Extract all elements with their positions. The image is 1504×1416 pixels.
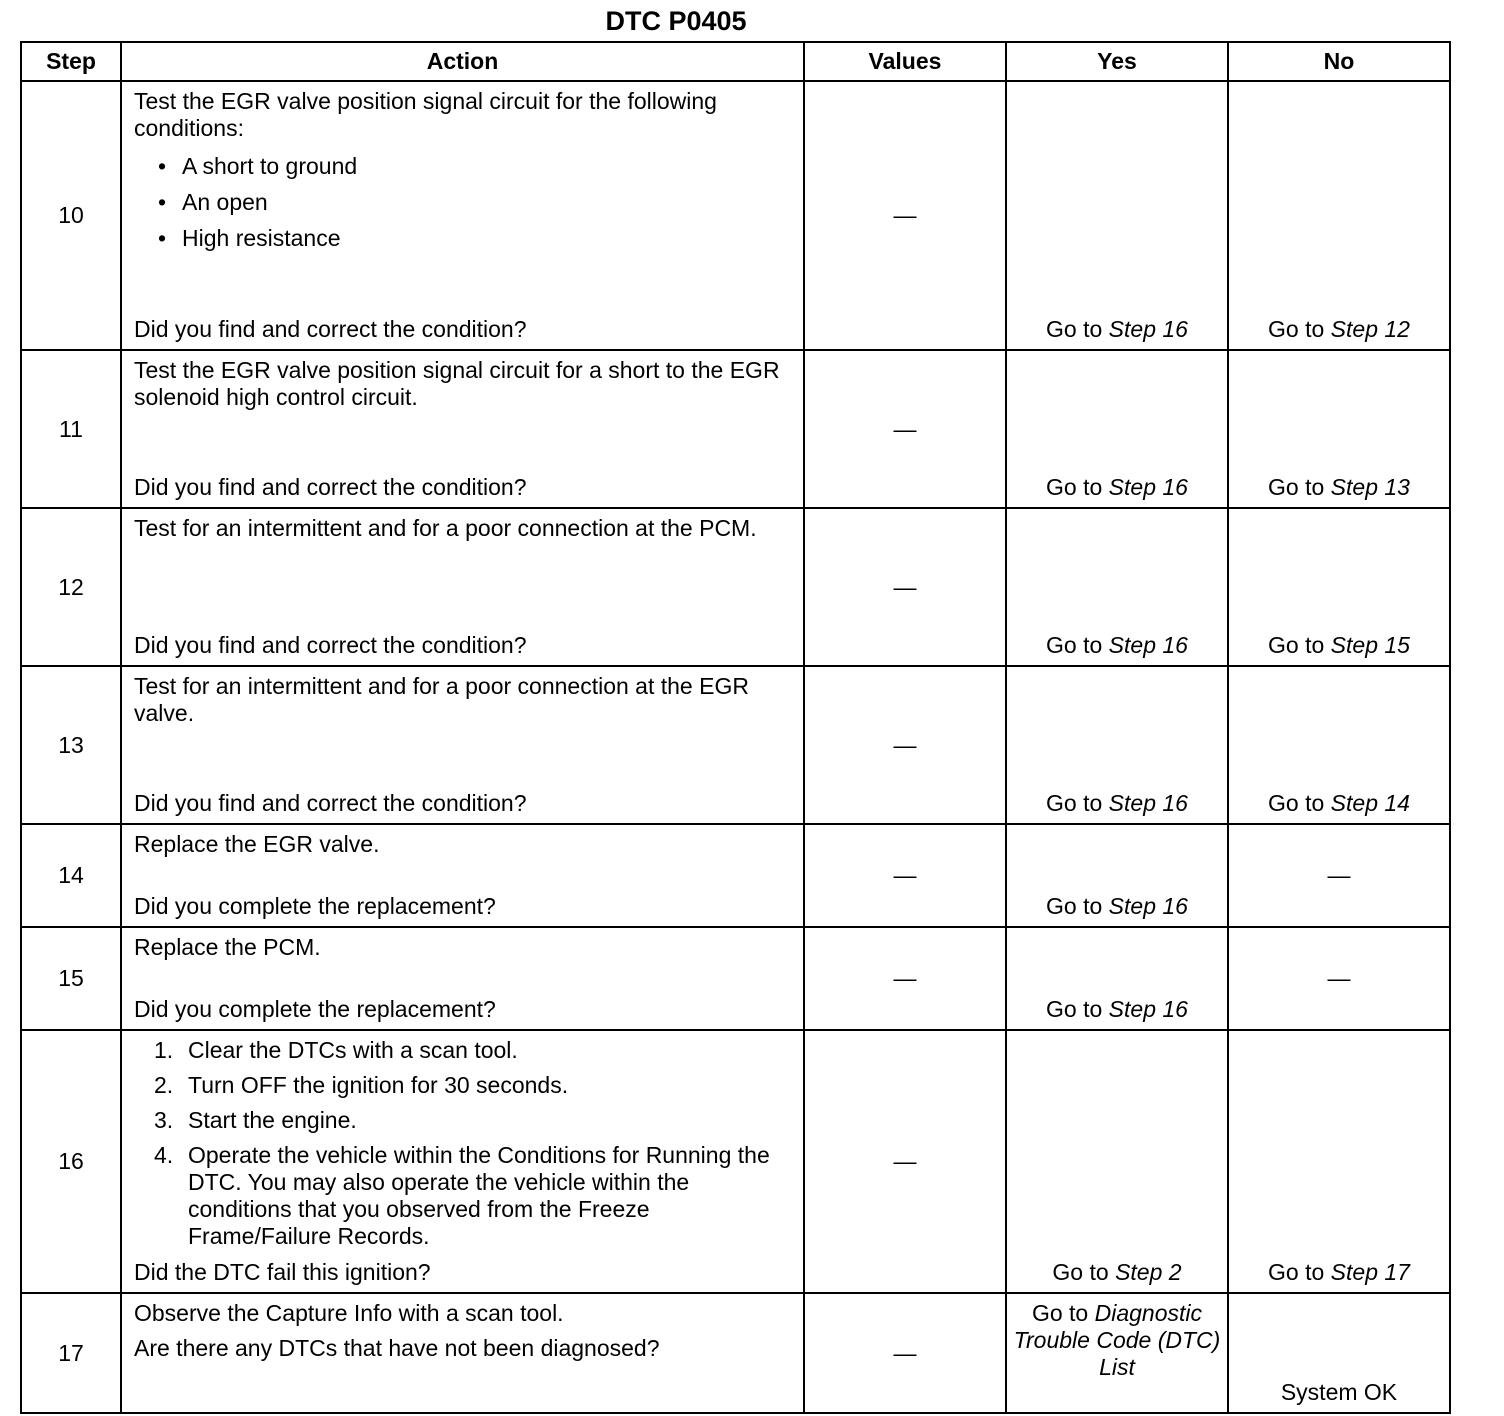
- no-target: Step 15: [1330, 632, 1410, 658]
- yes-prefix: Go to: [1046, 790, 1103, 816]
- action-text: Test the EGR valve position signal circuit for a short to the EGR solenoid high control circuit.: [134, 357, 780, 410]
- values-cell: —: [804, 927, 1006, 1030]
- diagnostic-table: [20, 41, 1451, 1414]
- table-row: [21, 824, 1450, 927]
- no-cell: —: [1228, 927, 1450, 1030]
- yes-prefix: Go to: [1052, 1259, 1109, 1285]
- yes-prefix: Go to: [1046, 632, 1103, 658]
- yes-target: Step 16: [1108, 632, 1188, 658]
- action-cell: [121, 508, 804, 666]
- list-text: Turn OFF the ignition for 30 seconds.: [188, 1072, 569, 1098]
- action-cell: [121, 824, 804, 927]
- yes-prefix: Go to: [1031, 1300, 1089, 1326]
- no-prefix: Go to: [1268, 632, 1325, 658]
- yes-cell: [1006, 666, 1228, 824]
- yes-target: Diagnostic Trouble Code (DTC) List: [1013, 1300, 1221, 1380]
- header-no: No: [1228, 42, 1450, 81]
- yes-cell: [1006, 824, 1228, 927]
- yes-prefix: Go to: [1046, 316, 1103, 342]
- action-question: Did you complete the replacement?: [134, 996, 496, 1022]
- table-header-row: [21, 42, 1450, 81]
- no-prefix: Go to: [1268, 474, 1325, 500]
- procedure-list: [134, 1037, 793, 1250]
- step-number: 10: [21, 81, 121, 350]
- list-item: • An open: [158, 184, 793, 220]
- step-number: 13: [21, 666, 121, 824]
- yes-target: Step 2: [1115, 1259, 1182, 1285]
- action-cell: [121, 666, 804, 824]
- no-cell: —: [1228, 824, 1450, 927]
- header-action: Action: [121, 42, 804, 81]
- step-number: 14: [21, 824, 121, 927]
- action-text: Observe the Capture Info with a scan tool.: [134, 1300, 564, 1326]
- no-cell: [1228, 1030, 1450, 1293]
- no-target: Step 13: [1330, 474, 1410, 500]
- values-cell: —: [804, 824, 1006, 927]
- yes-cell: [1006, 1293, 1228, 1413]
- list-item: [154, 1072, 793, 1099]
- step-number: 16: [21, 1030, 121, 1293]
- list-item: • High resistance: [158, 220, 793, 256]
- list-text: Start the engine.: [188, 1107, 357, 1133]
- action-text: Test for an intermittent and for a poor connection at the PCM.: [134, 515, 757, 541]
- no-prefix: Go to: [1268, 1259, 1325, 1285]
- table-row: [21, 666, 1450, 824]
- values-cell: —: [804, 508, 1006, 666]
- action-text: Test the EGR valve position signal circuit for the following conditions:: [134, 88, 717, 141]
- table-row: [21, 81, 1450, 350]
- action-cell: [121, 81, 804, 350]
- list-number: 1.: [154, 1037, 174, 1063]
- no-cell: [1228, 666, 1450, 824]
- action-text: Replace the EGR valve.: [134, 831, 380, 857]
- values-cell: —: [804, 666, 1006, 824]
- header-yes: Yes: [1006, 42, 1228, 81]
- action-question: Did you complete the replacement?: [134, 893, 496, 919]
- action-question: Did you find and correct the condition?: [134, 632, 527, 658]
- no-target: Step 12: [1330, 316, 1410, 342]
- action-question: Are there any DTCs that have not been diagnosed?: [134, 1335, 660, 1361]
- yes-prefix: Go to: [1046, 474, 1103, 500]
- yes-prefix: Go to: [1046, 893, 1103, 919]
- no-cell: [1228, 508, 1450, 666]
- header-values: Values: [804, 42, 1006, 81]
- table-row: [21, 927, 1450, 1030]
- no-cell: [1228, 350, 1450, 508]
- yes-cell: [1006, 350, 1228, 508]
- step-number: 12: [21, 508, 121, 666]
- table-row: [21, 350, 1450, 508]
- table-row: [21, 508, 1450, 666]
- yes-target: Step 16: [1108, 996, 1188, 1022]
- yes-target: Step 16: [1108, 316, 1188, 342]
- values-cell: —: [804, 81, 1006, 350]
- list-text: Operate the vehicle within the Conditions for Running the DTC. You may also operate the vehicle within the conditions that you observed from the Freeze Frame/Failure Records.: [188, 1142, 770, 1249]
- yes-target: Step 16: [1108, 474, 1188, 500]
- list-item: [154, 1107, 793, 1134]
- action-cell: [121, 1293, 804, 1413]
- action-question: Did you find and correct the condition?: [134, 474, 527, 500]
- yes-cell: [1006, 1030, 1228, 1293]
- no-target: Step 17: [1330, 1259, 1410, 1285]
- no-prefix: Go to: [1268, 316, 1325, 342]
- action-cell: [121, 1030, 804, 1293]
- step-number: 15: [21, 927, 121, 1030]
- action-question: Did you find and correct the condition?: [134, 790, 527, 816]
- action-cell: [121, 927, 804, 1030]
- yes-target: Step 16: [1108, 893, 1188, 919]
- yes-cell: [1006, 508, 1228, 666]
- yes-target: Step 16: [1108, 790, 1188, 816]
- action-text: Replace the PCM.: [134, 934, 321, 960]
- action-cell: [121, 350, 804, 508]
- values-cell: —: [804, 350, 1006, 508]
- list-number: 4.: [154, 1142, 174, 1168]
- no-prefix: Go to: [1268, 790, 1325, 816]
- table-row: [21, 1293, 1450, 1413]
- condition-list: [134, 148, 793, 256]
- action-question: Did you find and correct the condition?: [134, 316, 527, 342]
- step-number: 17: [21, 1293, 121, 1413]
- list-item: • A short to ground: [158, 148, 793, 184]
- list-number: 2.: [154, 1072, 174, 1098]
- page-title: DTC P0405: [605, 6, 747, 36]
- action-question: Did the DTC fail this ignition?: [134, 1259, 431, 1285]
- list-item: [154, 1037, 793, 1064]
- yes-cell: [1006, 81, 1228, 350]
- no-cell: [1228, 81, 1450, 350]
- yes-cell: [1006, 927, 1228, 1030]
- step-number: 11: [21, 350, 121, 508]
- yes-prefix: Go to: [1046, 996, 1103, 1022]
- values-cell: —: [804, 1030, 1006, 1293]
- values-cell: —: [804, 1293, 1006, 1413]
- no-target: Step 14: [1330, 790, 1410, 816]
- header-step: Step: [21, 42, 121, 81]
- table-row: [21, 1030, 1450, 1293]
- no-cell: System OK: [1228, 1293, 1450, 1413]
- list-text: Clear the DTCs with a scan tool.: [188, 1037, 518, 1063]
- action-text: Test for an intermittent and for a poor connection at the EGR valve.: [134, 673, 749, 726]
- list-number: 3.: [154, 1107, 174, 1133]
- list-item: [154, 1142, 793, 1250]
